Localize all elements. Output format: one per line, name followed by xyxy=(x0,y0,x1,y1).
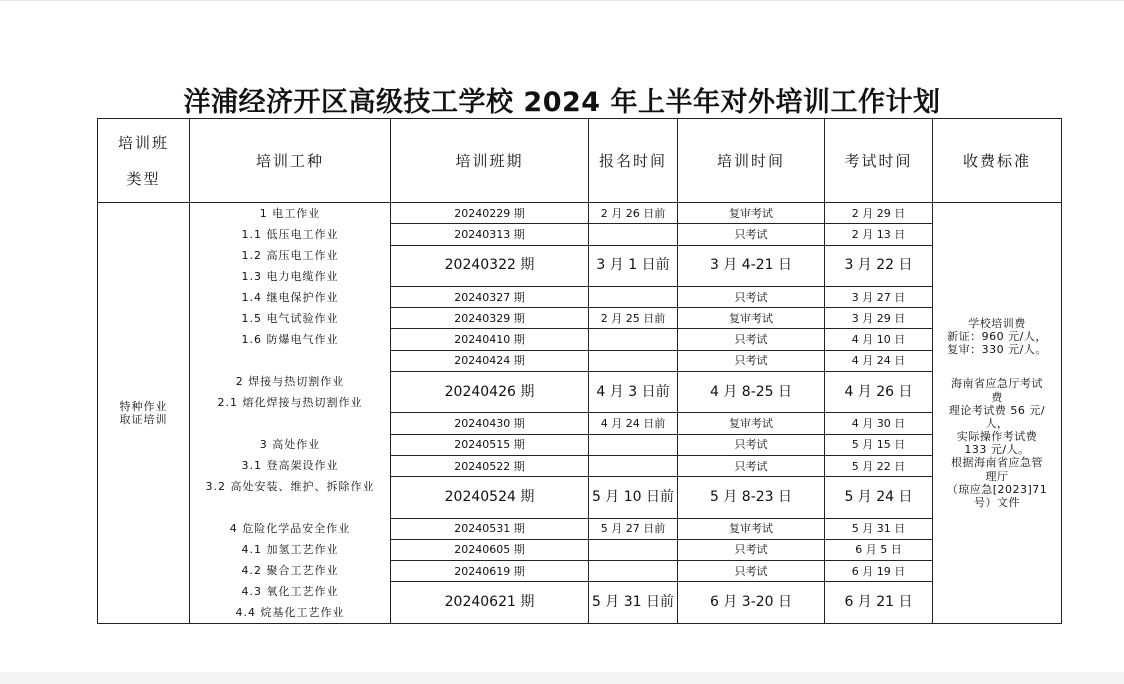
work-item: 4.2 聚合工艺作业 xyxy=(241,564,339,577)
signup-cell: 5 月 31 日前 xyxy=(589,582,678,624)
training-cell: 6 月 3-20 日 xyxy=(678,582,825,624)
header-training-time: 培训时间 xyxy=(678,119,825,203)
header-fee-standard: 收费标准 xyxy=(933,119,1062,203)
exam-cell: 4 月 26 日 xyxy=(825,371,933,412)
exam-cell: 5 月 15 日 xyxy=(825,434,933,455)
exam-cell: 4 月 10 日 xyxy=(825,329,933,350)
exam-cell: 6 月 5 日 xyxy=(825,539,933,560)
exam-cell: 2 月 13 日 xyxy=(825,224,933,245)
training-cell: 复审考试 xyxy=(678,518,825,539)
training-cell: 3 月 4-21 日 xyxy=(678,245,825,286)
signup-cell: 3 月 1 日前 xyxy=(589,245,678,286)
period-cell: 20240430 期 xyxy=(391,413,589,434)
period-cell: 20240522 期 xyxy=(391,455,589,476)
work-item: 1.3 电力电缆作业 xyxy=(241,270,339,283)
fee-line: 理论考试费 56 元/ xyxy=(948,403,1046,417)
fee-line: （琼应急[2023]71 xyxy=(946,482,1048,496)
work-item: 2.1 熔化焊接与热切割作业 xyxy=(217,396,363,409)
fee-line: 学校培训费 xyxy=(968,316,1026,330)
work-group-gap xyxy=(190,497,390,518)
training-cell: 只考试 xyxy=(678,224,825,245)
signup-cell xyxy=(589,561,678,582)
exam-cell: 3 月 29 日 xyxy=(825,308,933,329)
fee-line: 理厅 xyxy=(985,469,1009,483)
exam-cell: 5 月 31 日 xyxy=(825,518,933,539)
header-signup-time: 报名时间 xyxy=(589,119,678,203)
header-class-period: 培训班期 xyxy=(391,119,589,203)
period-cell: 20240327 期 xyxy=(391,286,589,307)
class-type-line2: 取证培训 xyxy=(119,413,168,426)
header-class-type-line2: 类型 xyxy=(126,169,161,188)
work-item: 3 高处作业 xyxy=(259,438,321,451)
work-item: 4.3 氧化工艺作业 xyxy=(241,585,339,598)
signup-cell xyxy=(589,350,678,371)
training-cell: 只考试 xyxy=(678,329,825,350)
table-row xyxy=(98,203,1062,224)
period-cell: 20240424 期 xyxy=(391,350,589,371)
page-bottom-edge xyxy=(0,672,1124,684)
exam-cell: 5 月 22 日 xyxy=(825,455,933,476)
signup-cell: 4 月 24 日前 xyxy=(589,413,678,434)
class-type-cell xyxy=(98,203,190,624)
fee-gap xyxy=(933,356,1061,377)
period-cell: 20240313 期 xyxy=(391,224,589,245)
training-cell: 只考试 xyxy=(678,434,825,455)
signup-cell: 4 月 3 日前 xyxy=(589,371,678,412)
training-cell: 只考试 xyxy=(678,561,825,582)
period-cell: 20240229 期 xyxy=(391,203,589,224)
period-cell: 20240605 期 xyxy=(391,539,589,560)
training-cell: 5 月 8-23 日 xyxy=(678,477,825,518)
fee-line: 号）文件 xyxy=(974,496,1020,510)
exam-cell: 4 月 24 日 xyxy=(825,350,933,371)
work-item: 1.2 高压电工作业 xyxy=(241,249,339,262)
exam-cell: 3 月 22 日 xyxy=(825,245,933,286)
header-class-type xyxy=(98,119,190,203)
work-item: 1.1 低压电工作业 xyxy=(241,228,339,241)
work-item: 2 焊接与热切割作业 xyxy=(235,375,345,388)
signup-cell xyxy=(589,329,678,350)
work-item: 4 危险化学品安全作业 xyxy=(229,522,351,535)
training-cell: 只考试 xyxy=(678,539,825,560)
work-item: 3.2 高处安装、维护、拆除作业 xyxy=(205,480,375,493)
page-title: 洋浦经济开区高级技工学校 2024 年上半年对外培训工作计划 xyxy=(183,87,941,118)
fee-line: 人， xyxy=(985,416,1009,430)
exam-cell: 3 月 27 日 xyxy=(825,286,933,307)
training-cell: 复审考试 xyxy=(678,203,825,224)
period-cell: 20240322 期 xyxy=(391,245,589,286)
signup-cell xyxy=(589,286,678,307)
training-cell: 只考试 xyxy=(678,455,825,476)
exam-cell: 2 月 29 日 xyxy=(825,203,933,224)
period-cell: 20240531 期 xyxy=(391,518,589,539)
period-cell: 20240524 期 xyxy=(391,477,589,518)
fee-line: 实际操作考试费 xyxy=(956,430,1038,444)
work-item: 1.5 电气试验作业 xyxy=(241,312,339,325)
signup-cell xyxy=(589,539,678,560)
exam-cell: 5 月 24 日 xyxy=(825,477,933,518)
class-type-line1: 特种作业 xyxy=(119,399,168,413)
signup-cell: 5 月 10 日前 xyxy=(589,477,678,518)
training-cell: 4 月 8-25 日 xyxy=(678,371,825,412)
exam-cell: 6 月 19 日 xyxy=(825,561,933,582)
training-cell: 复审考试 xyxy=(678,413,825,434)
signup-cell: 2 月 25 日前 xyxy=(589,308,678,329)
fee-line: 根据海南省应急管 xyxy=(951,456,1043,470)
work-item: 4.4 烷基化工艺作业 xyxy=(235,606,345,619)
page-top-edge xyxy=(0,0,1124,1)
work-item: 1 电工作业 xyxy=(259,207,321,220)
fee-line: 新证：960 元/人， xyxy=(947,329,1047,343)
period-cell: 20240426 期 xyxy=(391,371,589,412)
header-class-type-line1: 培训班 xyxy=(117,133,169,152)
table-header-row xyxy=(98,119,1062,203)
work-item: 4.1 加氢工艺作业 xyxy=(241,543,339,556)
header-exam-time: 考试时间 xyxy=(825,119,933,203)
signup-cell: 2 月 26 日前 xyxy=(589,203,678,224)
period-cell: 20240410 期 xyxy=(391,329,589,350)
training-cell: 只考试 xyxy=(678,350,825,371)
training-cell: 复审考试 xyxy=(678,308,825,329)
work-item: 1.4 继电保护作业 xyxy=(241,291,339,304)
fee-line: 133 元/人。 xyxy=(964,443,1030,457)
work-group-gap xyxy=(190,413,390,434)
work-item: 3.1 登高架设作业 xyxy=(241,459,339,472)
period-cell: 20240621 期 xyxy=(391,582,589,624)
period-cell: 20240329 期 xyxy=(391,308,589,329)
training-cell: 只考试 xyxy=(678,286,825,307)
training-plan-table xyxy=(97,118,1062,624)
work-group-gap xyxy=(190,350,390,371)
header-work-type: 培训工种 xyxy=(190,119,391,203)
fee-line: 费 xyxy=(991,390,1003,404)
work-item: 1.6 防爆电气作业 xyxy=(241,333,339,346)
fee-line: 复审：330 元/人。 xyxy=(947,343,1047,357)
signup-cell: 5 月 27 日前 xyxy=(589,518,678,539)
period-cell: 20240619 期 xyxy=(391,561,589,582)
fee-standard-cell xyxy=(933,203,1062,624)
exam-cell: 4 月 30 日 xyxy=(825,413,933,434)
signup-cell xyxy=(589,224,678,245)
signup-cell xyxy=(589,455,678,476)
signup-cell xyxy=(589,434,678,455)
period-cell: 20240515 期 xyxy=(391,434,589,455)
exam-cell: 6 月 21 日 xyxy=(825,582,933,624)
fee-line: 海南省应急厅考试 xyxy=(951,377,1043,391)
work-type-list xyxy=(190,203,391,624)
